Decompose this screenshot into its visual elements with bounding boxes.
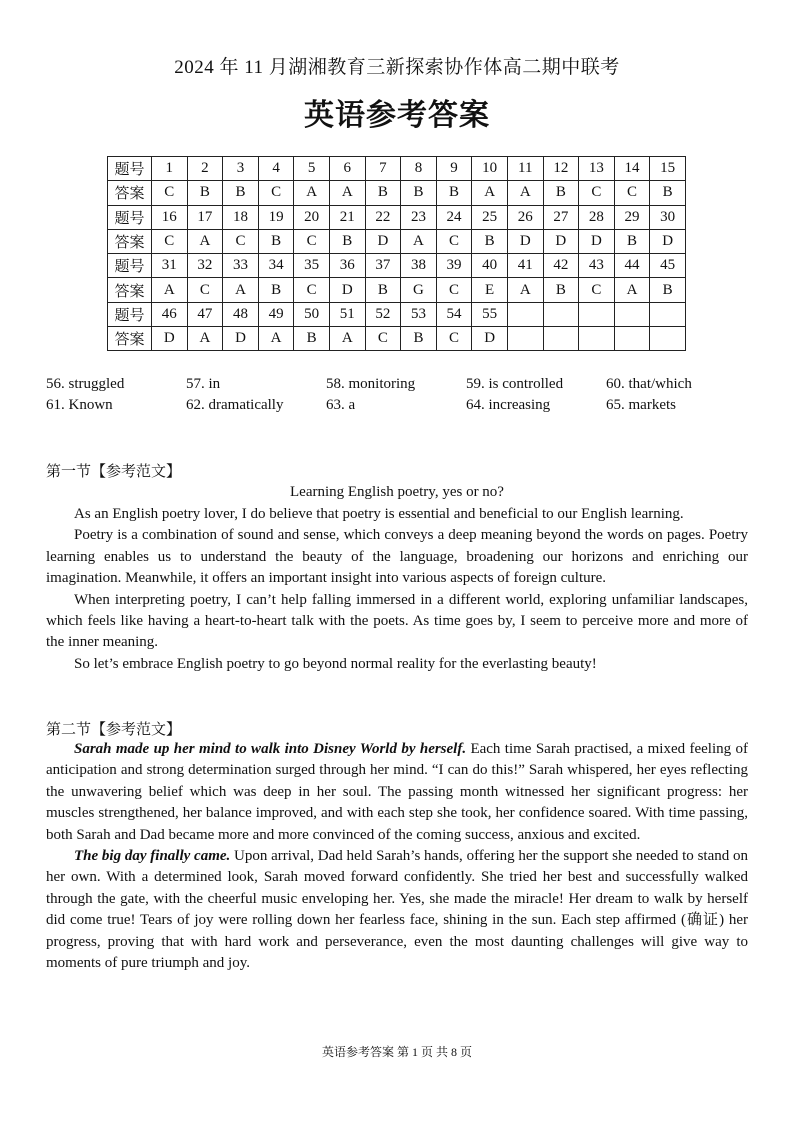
question-number-cell: 24 (436, 205, 472, 229)
answer-label-cell: 答案 (108, 327, 152, 351)
answer-label-cell: 答案 (108, 181, 152, 205)
answer-cell: A (294, 181, 330, 205)
answer-cell: B (365, 278, 401, 302)
answer-cell: D (329, 278, 365, 302)
section1-essay (46, 504, 748, 675)
question-number-cell: 46 (152, 302, 188, 326)
section1-heading: 第一节【参考范文】 (46, 464, 182, 480)
question-number-cell: 49 (258, 302, 294, 326)
answer-cell: A (614, 278, 650, 302)
question-number-row (108, 157, 686, 181)
question-number-cell: 47 (187, 302, 223, 326)
answer-cell: D (579, 229, 615, 253)
answer-cell (650, 327, 686, 351)
question-number-cell: 27 (543, 205, 579, 229)
answer-cell: C (436, 327, 472, 351)
answer-cell: B (258, 278, 294, 302)
section2-essay (46, 739, 748, 974)
essay-paragraph: As an English poetry lover, I do believe that poetry is essential and beneficial to our English learning. (74, 506, 684, 522)
question-number-cell: 40 (472, 254, 508, 278)
answer-cell: C (579, 278, 615, 302)
blank-answer: 63. a (326, 397, 356, 413)
question-number-cell: 22 (365, 205, 401, 229)
blank-answer: 59. is controlled (466, 376, 564, 392)
answer-cell: A (329, 327, 365, 351)
question-number-cell: 26 (507, 205, 543, 229)
answer-cell: C (294, 229, 330, 253)
answer-cell: A (223, 278, 259, 302)
question-number-cell: 53 (401, 302, 437, 326)
question-number-cell: 36 (329, 254, 365, 278)
answer-cell: D (507, 229, 543, 253)
question-number-cell: 18 (223, 205, 259, 229)
paragraph-body: Upon arrival, Dad held Sarah’s hands, offering her the support she needed to stand on her own. With a determined look, Sarah moved forward confidently. She tried her best and successfully walked through the gate, with the cheerful music enveloping her. Yes, she made the miracle! Her dream to walk by herself did come true! Tears of joy were rolling down her fearless face, shining in the sun. Each step affirmed (确证) her progress, proving that with hard work and perseverance, even the most daunting challenges will give way to moments of pure triumph and joy. (46, 848, 748, 972)
question-number-cell (650, 302, 686, 326)
question-number-row (108, 205, 686, 229)
question-number-cell: 2 (187, 157, 223, 181)
question-number-cell: 34 (258, 254, 294, 278)
paragraph-body: Each time Sarah practised, a mixed feeling of anticipation and strong determination surged through her mind. “I can do this!” Sarah whispered, her eyes reflecting the unwavering belief which was deep in her soul. The passing month witnessed her significant progress: her muscles strengthened, her balance improved, and with each step she took, her confidence soared. With time passing, both Sarah and Dad became more and more convinced of the coming success, anxious and excited. (46, 741, 748, 843)
answer-cell: B (614, 229, 650, 253)
answer-cell: A (401, 229, 437, 253)
answer-label-cell: 答案 (108, 229, 152, 253)
question-number-cell: 20 (294, 205, 330, 229)
answer-cell: C (152, 229, 188, 253)
blanks-row-2 (46, 397, 766, 418)
answer-cell (579, 327, 615, 351)
question-number-cell: 45 (650, 254, 686, 278)
blank-answer: 58. monitoring (326, 376, 416, 392)
answer-cell: A (187, 229, 223, 253)
answer-row (108, 229, 686, 253)
section2-heading: 第二节【参考范文】 (46, 722, 182, 738)
answer-cell: A (258, 327, 294, 351)
blank-answer: 64. increasing (466, 397, 551, 413)
answer-cell: B (472, 229, 508, 253)
answer-cell: B (401, 327, 437, 351)
question-number-cell: 31 (152, 254, 188, 278)
answer-cell: C (614, 181, 650, 205)
blank-answer: 60. that/which (606, 376, 692, 392)
question-number-cell: 43 (579, 254, 615, 278)
question-number-cell: 48 (223, 302, 259, 326)
answer-cell: C (258, 181, 294, 205)
answer-label-cell: 答案 (108, 278, 152, 302)
page-footer: 英语参考答案 第 1 页 共 8 页 (321, 1045, 472, 1059)
question-number-cell: 3 (223, 157, 259, 181)
answer-cell: B (294, 327, 330, 351)
answer-cell: C (187, 278, 223, 302)
essay-title: Learning English poetry, yes or no? (290, 484, 504, 500)
question-number-cell: 10 (472, 157, 508, 181)
essay-paragraph: So let’s embrace English poetry to go beyond normal reality for the everlasting beauty! (74, 655, 597, 672)
answer-cell: A (329, 181, 365, 205)
answer-cell: D (650, 229, 686, 253)
answer-cell: B (543, 181, 579, 205)
answer-table (107, 156, 686, 351)
question-number-cell (614, 302, 650, 326)
question-number-cell: 21 (329, 205, 365, 229)
question-number-cell: 11 (507, 157, 543, 181)
answer-cell: D (223, 327, 259, 351)
answer-cell: D (543, 229, 579, 253)
fill-in-answers (46, 376, 766, 418)
answer-cell: C (365, 327, 401, 351)
question-number-cell: 4 (258, 157, 294, 181)
question-number-cell (579, 302, 615, 326)
blanks-row-1 (46, 376, 766, 397)
answer-cell (543, 327, 579, 351)
answer-cell: C (436, 229, 472, 253)
question-number-cell: 23 (401, 205, 437, 229)
question-number-cell: 19 (258, 205, 294, 229)
question-label-cell: 题号 (108, 302, 152, 326)
question-number-cell: 32 (187, 254, 223, 278)
answer-cell: C (294, 278, 330, 302)
question-number-cell: 39 (436, 254, 472, 278)
question-number-cell: 9 (436, 157, 472, 181)
question-number-cell: 29 (614, 205, 650, 229)
answer-cell: E (472, 278, 508, 302)
answer-cell: A (152, 278, 188, 302)
question-number-cell: 50 (294, 302, 330, 326)
question-number-cell: 41 (507, 254, 543, 278)
question-number-cell: 44 (614, 254, 650, 278)
answer-cell (507, 327, 543, 351)
blank-answer: 57. in (186, 376, 221, 392)
question-number-cell: 12 (543, 157, 579, 181)
answer-cell: B (223, 181, 259, 205)
question-number-cell: 6 (329, 157, 365, 181)
question-number-row (108, 302, 686, 326)
question-number-cell: 42 (543, 254, 579, 278)
question-number-cell: 54 (436, 302, 472, 326)
answer-cell: B (258, 229, 294, 253)
answer-cell: B (329, 229, 365, 253)
answer-cell: G (401, 278, 437, 302)
answer-cell: C (436, 278, 472, 302)
answer-cell: D (472, 327, 508, 351)
question-number-cell: 37 (365, 254, 401, 278)
exam-header: 2024 年 11 月湖湘教育三新探索协作体高二期中联考 (174, 57, 620, 78)
answer-cell: B (436, 181, 472, 205)
answer-cell: B (365, 181, 401, 205)
essay-paragraph: When interpreting poetry, I can’t help falling immersed in a different world, exploring unfamiliar landscapes, which feels like having a heart-to-heart talk with the poets. As time goes by, I seem to perceive more and more of the inner meaning. (46, 591, 748, 651)
answer-cell: D (365, 229, 401, 253)
answer-cell: B (187, 181, 223, 205)
question-number-cell: 1 (152, 157, 188, 181)
answer-cell: A (187, 327, 223, 351)
question-number-cell: 8 (401, 157, 437, 181)
story-paragraph-2 (46, 846, 748, 974)
question-label-cell: 题号 (108, 254, 152, 278)
paragraph-lead-sentence: The big day finally came. (74, 848, 231, 865)
answer-cell: B (543, 278, 579, 302)
answer-cell (614, 327, 650, 351)
essay-paragraph: Poetry is a combination of sound and sense, which conveys a deep meaning beyond the words on pages. Poetry learning enables us to understand the beauty of the language, broadening our horizons and enriching our imagination. Meanwhile, it offers an important insight into various aspects of foreign culture. (46, 527, 748, 587)
blank-answer: 61. Known (46, 397, 113, 413)
answer-cell: C (152, 181, 188, 205)
answer-row (108, 278, 686, 302)
blank-answer: 65. markets (606, 397, 676, 413)
question-number-cell: 17 (187, 205, 223, 229)
question-number-cell: 13 (579, 157, 615, 181)
answer-cell: B (650, 278, 686, 302)
question-number-cell: 52 (365, 302, 401, 326)
story-paragraph-1 (46, 739, 748, 846)
answer-cell: B (650, 181, 686, 205)
question-number-cell: 14 (614, 157, 650, 181)
question-number-row (108, 254, 686, 278)
question-number-cell: 5 (294, 157, 330, 181)
question-number-cell: 38 (401, 254, 437, 278)
answer-cell: A (507, 278, 543, 302)
answer-cell: B (401, 181, 437, 205)
question-number-cell: 35 (294, 254, 330, 278)
question-number-cell (543, 302, 579, 326)
question-number-cell: 33 (223, 254, 259, 278)
paragraph-lead-sentence: Sarah made up her mind to walk into Disney World by herself. (74, 741, 467, 757)
answer-row (108, 327, 686, 351)
question-number-cell: 55 (472, 302, 508, 326)
question-number-cell: 30 (650, 205, 686, 229)
document-title: 英语参考答案 (304, 98, 490, 133)
answer-cell: A (507, 181, 543, 205)
question-number-cell: 51 (329, 302, 365, 326)
answer-cell: C (223, 229, 259, 253)
blank-answer: 56. struggled (46, 376, 125, 392)
answer-cell: C (579, 181, 615, 205)
answer-cell: A (472, 181, 508, 205)
blank-answer: 62. dramatically (186, 397, 284, 413)
question-label-cell: 题号 (108, 205, 152, 229)
question-number-cell: 15 (650, 157, 686, 181)
answer-row (108, 181, 686, 205)
question-number-cell: 25 (472, 205, 508, 229)
answer-cell: D (152, 327, 188, 351)
question-number-cell: 7 (365, 157, 401, 181)
question-number-cell: 28 (579, 205, 615, 229)
question-number-cell: 16 (152, 205, 188, 229)
question-number-cell (507, 302, 543, 326)
question-label-cell: 题号 (108, 157, 152, 181)
